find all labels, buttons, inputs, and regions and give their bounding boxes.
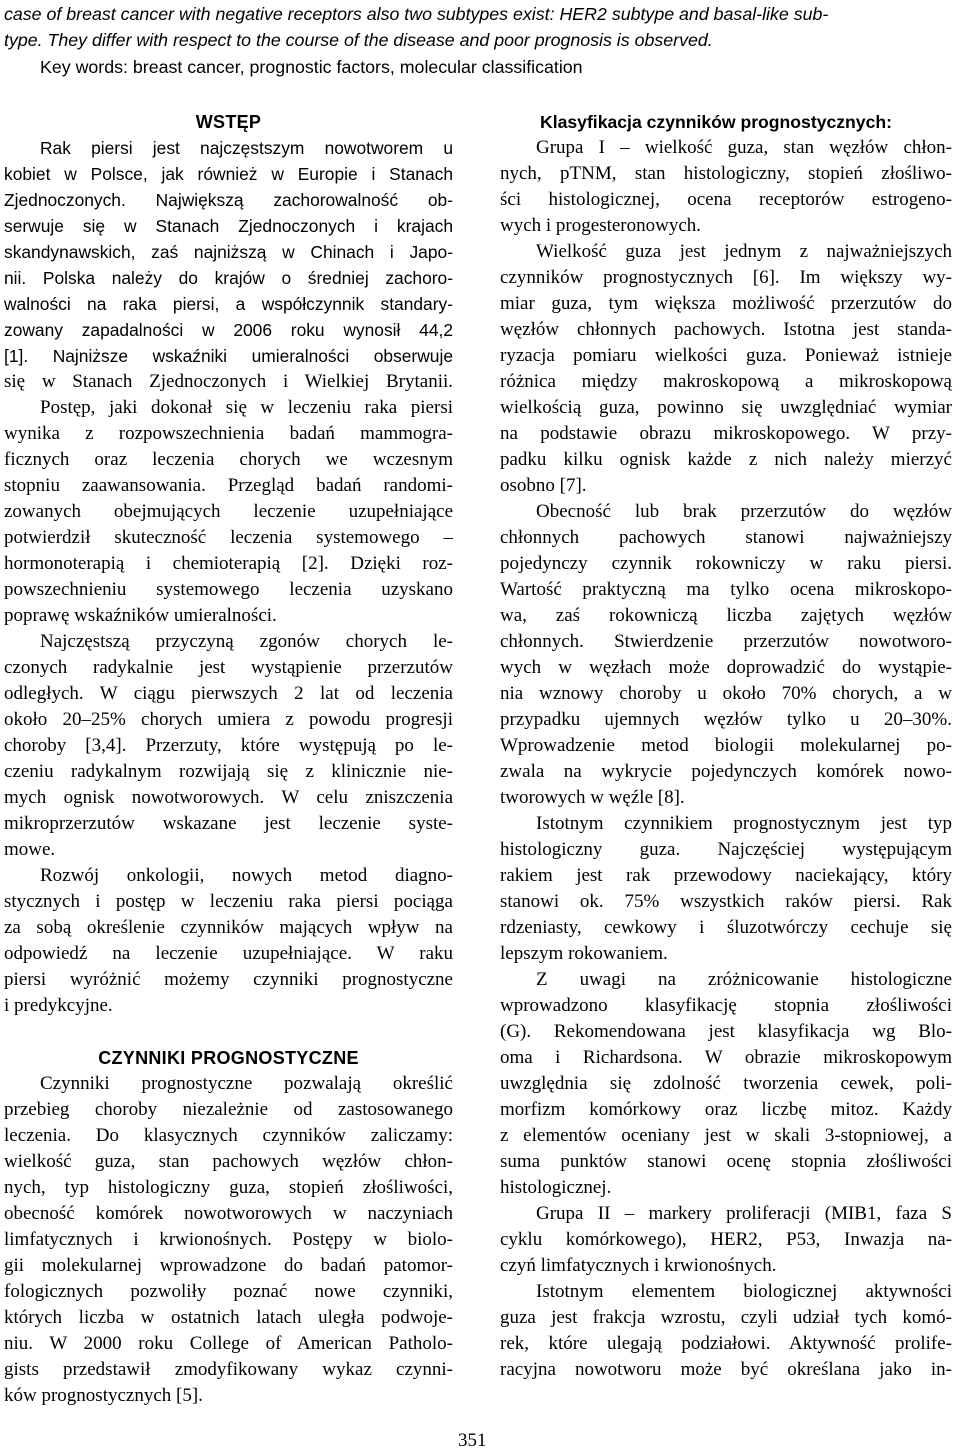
left_column-text-line: za sobą określenie czynników mających wpływ na bbox=[4, 917, 453, 938]
left_column-text-line: hormonoterapią i chemioterapią [2]. Dzięki roz- bbox=[4, 553, 453, 574]
right_column-text-line: stanowi ok. 75% wszystkich raków piersi. Rak bbox=[500, 891, 952, 912]
right_column-text-line: osobno [7]. bbox=[500, 475, 587, 496]
left_column-text-line: odpowiedź na leczenie uzupełniające. W raku bbox=[4, 943, 453, 964]
right_column-text-line: Wartość praktyczną ma tylko ocena mikroskopo- bbox=[500, 579, 952, 600]
right_column-text-line: wa, zaś rokowniczą liczba zajętych węzłów bbox=[500, 605, 952, 626]
right_column-text-line: padku kilku ognisk każde z nich należy mierzyć bbox=[500, 449, 952, 470]
left_column-text-line: Zjednoczonych. Największą zachorowalność ob- bbox=[4, 190, 453, 210]
left_column-text-line: stopniu zaawansowania. Przegląd badań randomi- bbox=[4, 475, 453, 496]
left_column-text-line: około 20–25% chorych umiera z powodu progresji bbox=[4, 709, 453, 730]
left_column-text-line: walności na raka piersi, a współczynnik standary- bbox=[4, 294, 453, 314]
right_column-text-line: Grupa II – markery proliferacji (MIB1, faza S bbox=[536, 1203, 952, 1224]
right_column-text-line: pojedynczy czynnik rokowniczy w raku piersi. bbox=[500, 553, 952, 574]
right_column-text-line: Z uwagi na zróżnicowanie histologiczne bbox=[536, 969, 952, 990]
right_column-text-line: różnica między makroskopową a mikroskopową bbox=[500, 371, 952, 392]
left_column-text-line: gii molekularnej wprowadzone do badań patomor- bbox=[4, 1255, 453, 1276]
left_column-text-line: czonych radykalnie jest wystąpienie przerzutów bbox=[4, 657, 453, 678]
right_column-text-line: nia wznowy choroby u około 70% chorych, a w bbox=[500, 683, 952, 704]
right_column-text-line: cyklu komórkowego), HER2, P53, Inwazja na- bbox=[500, 1229, 952, 1250]
left_column-text-line: stycznych i postęp w leczeniu raka piersi pociąga bbox=[4, 891, 453, 912]
left_column-text-line: [1]. Najniższe wskaźniki umieralności obserwuje bbox=[4, 346, 453, 366]
left_column-text-line: Rak piersi jest najczęstszym nowotworem u bbox=[40, 138, 453, 158]
right_column-text-line: nych, pTNM, stan histologiczny, stopień złośliwo- bbox=[500, 163, 952, 184]
right_column-text-line: zwala na wykrycie pojedynczych komórek nowo- bbox=[500, 761, 952, 782]
right_column-text-line: wych w węzłach może doprowadzić do wystąpie- bbox=[500, 657, 952, 678]
right_column-text-line: ryzacja pomiaru wielkości guza. Ponieważ istnieje bbox=[500, 345, 952, 366]
abstract-line-2: type. They differ with respect to the course of the disease and poor prognosis is observed. bbox=[4, 30, 713, 50]
right_column-text-line: ści histologicznej, ocena receptorów estrogeno- bbox=[500, 189, 952, 210]
left_column-text-line: niu. W 2000 roku College of American Patholo- bbox=[4, 1333, 453, 1354]
left_column-text-line: nych, typ histologiczny guza, stopień złośliwości, bbox=[4, 1177, 453, 1198]
left_column-text-line: mikroprzerzutów wskazane jest leczenie syste- bbox=[4, 813, 453, 834]
right_column-text-line: z elementów oceniany jest w skali 3-stopniowej, a bbox=[500, 1125, 952, 1146]
left_column-text-line: potwierdził skuteczność leczenia systemowego – bbox=[4, 527, 453, 548]
left_column-text-line: poprawę wskaźników umieralności. bbox=[4, 605, 277, 626]
left_column-text-line: zowanych obejmujących leczenie uzupełniające bbox=[4, 501, 453, 522]
left_column-text-line: piersi wyróżnić możemy czynniki prognostyczne bbox=[4, 969, 453, 990]
right_column-text-line: chłonnych pachowych stanowi najważniejszy bbox=[500, 527, 952, 548]
left_column-text-line: Czynniki prognostyczne pozwalają określić bbox=[40, 1073, 453, 1094]
left_column-text-line: choroby [3,4]. Przerzuty, które występują po le- bbox=[4, 735, 453, 756]
right_column-text-line: tworowych w węźle [8]. bbox=[500, 787, 685, 808]
right_column-text-line: uwzględnia się zdolność tworzenia cewek, poli- bbox=[500, 1073, 952, 1094]
left_column-text-line: wynika z rozpowszechnienia badań mammogra- bbox=[4, 423, 453, 444]
left_column-text-line: limfatycznych i krwionośnych. Postępy w biolo- bbox=[4, 1229, 453, 1250]
left_column-text-line: powszechnieniu systemowego leczenia uzyskano bbox=[4, 579, 453, 600]
right_column-text-line: Wprowadzenie metod biologii molekularnej po- bbox=[500, 735, 952, 756]
left_column-text-line: mych ognisk nowotworowych. W celu zniszczenia bbox=[4, 787, 453, 808]
left_column-text-line: gists przedstawił zmodyfikowany wykaz czynni- bbox=[4, 1359, 453, 1380]
right_column-text-line: chłonnych. Stwierdzenie przerzutów nowotworo- bbox=[500, 631, 952, 652]
left_column-text-line: ficznych oraz leczenia chorych we wczesnym bbox=[4, 449, 453, 470]
left_column-text-line: przebieg choroby niezależnie od zastosowanego bbox=[4, 1099, 453, 1120]
left_column-heading: CZYNNIKI PROGNOSTYCZNE bbox=[98, 1048, 359, 1068]
right_column-text-line: na podstawie obrazu mikroskopowego. W przy- bbox=[500, 423, 952, 444]
left_column-text-line: wielkość guza, stan pachowych węzłów chłon- bbox=[4, 1151, 453, 1172]
left_column-text-line: nii. Polska należy do krajów o średniej zachoro- bbox=[4, 268, 453, 288]
left_column-text-line: ków prognostycznych [5]. bbox=[4, 1385, 203, 1406]
left_column-text-line: Postęp, jaki dokonał się w leczeniu raka piersi bbox=[40, 397, 453, 418]
right_column-text-line: (G). Rekomendowana jest klasyfikacja wg Blo- bbox=[500, 1021, 952, 1042]
right_column-text-line: suma punktów stanowi ocenę stopnia złośliwości bbox=[500, 1151, 952, 1172]
right_column-text-line: wielkością guza, powinno się uwzględniać wymiar bbox=[500, 397, 952, 418]
right_column-text-line: Grupa I – wielkość guza, stan węzłów chłon- bbox=[536, 137, 952, 158]
right_column-text-line: Obecność lub brak przerzutów do węzłów bbox=[536, 501, 952, 522]
left_column-text-line: serwuje się w Stanach Zjednoczonych i krajach bbox=[4, 216, 453, 236]
keywords-line: Key words: breast cancer, prognostic factors, molecular classification bbox=[40, 57, 583, 77]
right_column-text-line: czyń limfatycznych i krwionośnych. bbox=[500, 1255, 777, 1276]
right_column-text-line: czynników prognostycznych [6]. Im większy wy- bbox=[500, 267, 952, 288]
left_column-text-line: leczenia. Do klasycznych czynników zaliczamy: bbox=[4, 1125, 453, 1146]
left_column-text-line: Najczęstszą przyczyną zgonów chorych le- bbox=[40, 631, 453, 652]
right_column-text-line: wprowadzono klasyfikację stopnia złośliwości bbox=[500, 995, 952, 1016]
left_column-text-line: fologicznych pozwoliły poznać nowe czynniki, bbox=[4, 1281, 453, 1302]
left_column-text-line: Rozwój onkologii, nowych metod diagno- bbox=[40, 865, 453, 886]
left_column-text-line: odległych. W ciągu pierwszych 2 lat od leczenia bbox=[4, 683, 453, 704]
left_column-text-line: i predykcyjne. bbox=[4, 995, 113, 1016]
right_column-text-line: miar guza, tym większa możliwość przerzutów do bbox=[500, 293, 952, 314]
right_column-text-line: Istotnym czynnikiem prognostycznym jest typ bbox=[536, 813, 952, 834]
right_column-text-line: przypadku ujemnych węzłów tylko u 20–30%. bbox=[500, 709, 952, 730]
right_column-text-line: guza jest frakcja wzrostu, czyli udział tych komó- bbox=[500, 1307, 952, 1328]
left_column-text-line: zowany zapadalności w 2006 roku wynosił 44,2 bbox=[4, 320, 453, 340]
right_column-text-line: oma i Richardsona. W obrazie mikroskopowym bbox=[500, 1047, 952, 1068]
right_column-text-line: lepszym rokowaniem. bbox=[500, 943, 668, 964]
right_column-text-line: węzłów chłonnych pachowych. Istotna jest standa- bbox=[500, 319, 952, 340]
right_column-text-line: Istotnym elementem biologicznej aktywności bbox=[536, 1281, 952, 1302]
left_column-text-line: czeniu radykalnym rozwijają się z klinicznie nie- bbox=[4, 761, 453, 782]
left_column-text-line: się w Stanach Zjednoczonych i Wielkiej Brytanii. bbox=[4, 371, 453, 392]
left_column-text-line: których liczba w ostatnich latach uległa podwoje- bbox=[4, 1307, 453, 1328]
left_column-text-line: obecność komórek nowotworowych w naczyniach bbox=[4, 1203, 453, 1224]
abstract-line-1: case of breast cancer with negative receptors also two subtypes exist: HER2 subtype and basal-like sub- bbox=[4, 4, 829, 24]
right_column-text-line: histologicznej. bbox=[500, 1177, 612, 1198]
right_column-text-line: rdzeniasty, cewkowy i śluzotwórczy cechuje się bbox=[500, 917, 952, 938]
right_column-text-line: rek, które ulegają podziałowi. Aktywność prolife- bbox=[500, 1333, 952, 1354]
right_column-text-line: rakiem jest rak przewodowy naciekający, który bbox=[500, 865, 952, 886]
left_column-text-line: skandynawskich, zaś najniższą w Chinach i Japo- bbox=[4, 242, 453, 262]
left_column-text-line: kobiet w Polsce, jak również w Europie i Stanach bbox=[4, 164, 453, 184]
right_column-text-line: racyjna nowotworu może być określana jako in- bbox=[500, 1359, 952, 1380]
right_column-text-line: Wielkość guza jest jednym z najważniejszych bbox=[536, 241, 952, 262]
page-number: 351 bbox=[458, 1430, 487, 1451]
right_column-heading: Klasyfikacja czynników prognostycznych: bbox=[540, 112, 892, 132]
right_column-text-line: histologiczny guza. Najczęściej występującym bbox=[500, 839, 952, 860]
right_column-text-line: morfizm komórkowy oraz liczbę mitoz. Każdy bbox=[500, 1099, 952, 1120]
right_column-text-line: wych i progesteronowych. bbox=[500, 215, 702, 236]
left_column-text-line bbox=[4, 1019, 453, 1045]
left_column-heading: WSTĘP bbox=[195, 112, 262, 132]
left_column-text-line: mowe. bbox=[4, 839, 56, 860]
